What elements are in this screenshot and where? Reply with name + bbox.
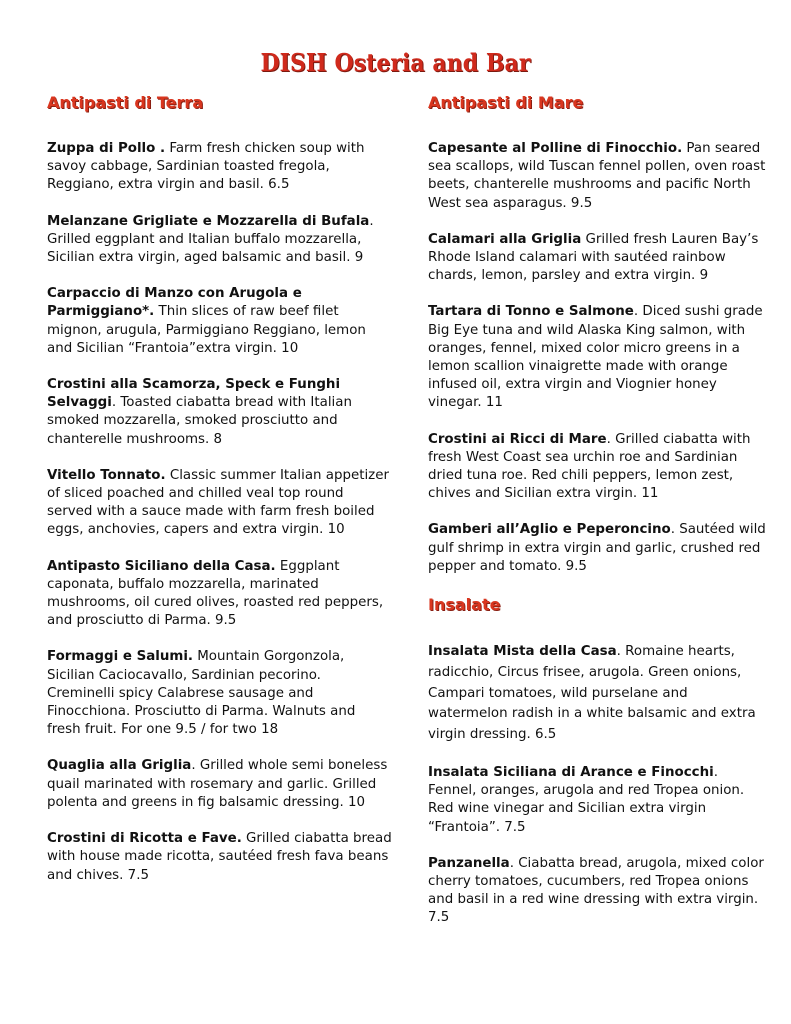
left-column [47, 92, 392, 903]
menu-item-desc: . Grilled whole semi boneless quail marinated with rosemary and garlic. Grilled polenta and greens in fig balsamic dressing. 10 [47, 758, 388, 810]
menu-item [47, 285, 392, 358]
menu-item [47, 467, 392, 540]
menu-item-desc: Farm fresh chicken soup with savoy cabbage, Sardinian toasted fregola, Reggiano, extra virgin and basil. 6.5 [47, 141, 365, 193]
menu-item-name: Tartara di Tonno e Salmone [428, 304, 634, 320]
menu-item-desc: Pan seared sea scallops, wild Tuscan fennel pollen, oven roast beets, chanterelle mushrooms and pacific North West sea asparagus. 9.5 [428, 141, 766, 211]
menu-item-name: Crostini ai Ricci di Mare [428, 431, 607, 447]
menu-item-name: Insalata Mista della Casa [428, 644, 617, 660]
menu-item-name: Gamberi all’Aglio e Peperoncino [428, 522, 671, 538]
menu-item-name: Crostini di Ricotta e Fave. [47, 831, 242, 847]
menu-item [428, 521, 768, 576]
menu-item [47, 757, 392, 812]
menu-item [428, 231, 768, 286]
menu-item-desc: Classic summer Italian appetizer of sliced poached and chilled veal top round served with a sauce made with farm fresh boiled eggs, anchovies, capers and extra virgin. 10 [47, 467, 389, 538]
right-column [428, 92, 768, 946]
menu-item [47, 376, 392, 449]
menu-item-desc: Grilled ciabatta bread with house made ricotta, sautéed fresh fava beans and chives. 7.5 [47, 831, 392, 883]
page-title: DISH Osteria and Bar [260, 48, 531, 77]
section-heading-insalate: Insalate [428, 595, 501, 615]
menu-item-desc: . Toasted ciabatta bread with Italian smoked mozzarella, smoked prosciutto and chanterelle mushrooms. 8 [47, 395, 352, 447]
menu-item [47, 213, 392, 268]
menu-item-desc: . Romaine hearts, radicchio, Circus frisee, arugola. Green onions, Campari tomatoes, wild purselane and watermelon radish in a white balsamic and extra virgin dressing. 6.5 [428, 644, 756, 743]
menu-item-name: Crostini alla Scamorza, Speck e Funghi Selvaggi [47, 377, 341, 411]
menu-item-desc: . Fennel, oranges, arugola and red Tropea onion. Red wine vinegar and Sicilian extra virgin “Frantoia”. 7.5 [428, 765, 745, 835]
menu-item-name: Vitello Tonnato. [47, 467, 166, 483]
menu-item-desc: . Ciabatta bread, arugola, mixed color cherry tomatoes, cucumbers, red Tropea onions and basil in a red wine dressing with extra virgin. 7.5 [428, 855, 764, 926]
menu-item-desc: . Sautéed wild gulf shrimp in extra virgin and garlic, crushed red pepper and tomato. 9.5 [428, 522, 766, 574]
menu-item-name: Insalata Siciliana di Arance e Finocchi [428, 765, 714, 781]
menu-item-name: Capesante al Polline di Finocchio. [428, 141, 683, 156]
menu-item [47, 558, 392, 631]
menu-item [428, 431, 768, 504]
menu-item [428, 855, 768, 928]
menu-item-name: Carpaccio di Manzo con Arugola e Parmiggiano*. [47, 286, 302, 320]
menu-item-desc: Mountain Gorgonzola, Sicilian Caciocavallo, Sardinian pecorino. Creminelli spicy Calabrese sausage and Finocchiona. Prosciutto di Parma. Walnuts and fresh fruit. For one 9.5 / for two 18 [47, 649, 356, 738]
menu-item-desc: Eggplant caponata, buffalo mozzarella, marinated mushrooms, oil cured olives, roasted red peppers, and prosciutto di Parma. 9.5 [47, 558, 384, 629]
menu-item-desc: . Grilled eggplant and Italian buffalo mozzarella, Sicilian extra virgin, aged balsamic and basil. 9 [47, 213, 374, 266]
menu-item-desc: Grilled fresh Lauren Bay’s Rhode Island calamari with sautéed rainbow chards, lemon, parsley and extra virgin. 9 [428, 231, 759, 284]
menu-item-name: Calamari alla Griglia [428, 231, 582, 247]
menu-item-desc: . Diced sushi grade Big Eye tuna and wild Alaska King salmon, with oranges, fennel, mixed color micro greens in a lemon scallion vinaigrette made with orange infused oil, extra virgin and Viognier honey vinegar. 11 [428, 304, 763, 411]
menu-item [47, 648, 392, 739]
section-heading-antipasti-terra: Antipasti di Terra [47, 93, 204, 112]
menu-item-name: Quaglia alla Griglia [47, 758, 192, 774]
menu-item-name: Melanzane Grigliate e Mozzarella di Bufala [47, 213, 370, 229]
menu-item-desc: Thin slices of raw beef filet mignon, arugula, Parmiggiano Reggiano, lemon and Sicilian “Frantoia”extra virgin. 10 [47, 304, 366, 356]
section-heading-antipasti-mare: Antipasti di Mare [428, 93, 584, 112]
menu-item-name: Antipasto Siciliano della Casa. [47, 558, 276, 574]
menu-item [47, 830, 392, 885]
menu-item [428, 764, 768, 837]
menu-item [428, 642, 768, 746]
menu-item [428, 303, 768, 412]
menu-item-name: Panzanella [428, 855, 510, 871]
menu-item [428, 140, 768, 213]
menu-item-name: Zuppa di Pollo . [47, 141, 166, 156]
menu-item [47, 140, 392, 195]
menu-item-desc: . Grilled ciabatta with fresh West Coast sea urchin roe and Sardinian dried tuna roe. Red chili peppers, lemon zest, chives and Sicilian extra virgin. 11 [428, 431, 751, 502]
menu-item-name: Formaggi e Salumi. [47, 649, 193, 665]
